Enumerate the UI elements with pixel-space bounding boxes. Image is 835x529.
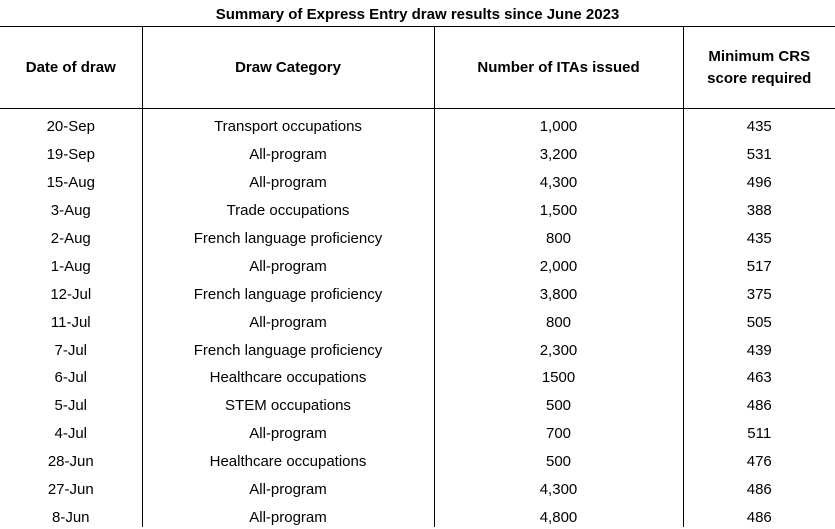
cell-crs: 511 [747,425,772,443]
cell-date: 7-Jul [0,332,142,360]
table-row [0,304,835,332]
cell-itas: 800 [434,220,683,248]
table-row [0,109,835,137]
draw-results-table [0,26,835,527]
cell-date: 19-Sep [0,136,142,164]
cell-category: Trade occupations [142,192,434,220]
cell-itas: 800 [434,304,683,332]
cell-date: 2-Aug [0,220,142,248]
cell-category: All-program [142,136,434,164]
cell-crs: 517 [746,257,772,275]
table-row [0,220,835,248]
cell-category: All-program [142,304,434,332]
cell-date: 1-Aug [0,248,142,276]
cell-crs: 531 [746,146,772,164]
cell-crs: 476 [746,453,772,471]
cell-date: 27-Jun [0,471,142,499]
cell-crs: 486 [746,480,772,498]
cell-category: French language proficiency [142,220,434,248]
header-itas: Number of ITAs issued [434,27,683,109]
cell-itas: 2,000 [434,248,683,276]
table-row [0,276,835,304]
cell-date: 12-Jul [0,276,142,304]
cell-crs: 388 [746,202,772,220]
cell-itas: 500 [434,443,683,471]
header-crs [683,27,835,109]
cell-crs: 463 [746,369,772,387]
cell-category: Transport occupations [142,109,434,137]
cell-itas: 500 [434,387,683,415]
cell-date: 15-Aug [0,164,142,192]
table-row [0,192,835,220]
cell-crs: 435 [746,118,772,136]
cell-category: All-program [142,471,434,499]
cell-category: French language proficiency [142,276,434,304]
table-row [0,164,835,192]
cell-itas: 4,300 [434,164,683,192]
cell-crs: 439 [746,341,772,359]
cell-date: 8-Jun [0,499,142,527]
table-row [0,360,835,388]
cell-date: 6-Jul [0,360,142,388]
header-category: Draw Category [142,27,434,109]
cell-itas: 1,500 [434,192,683,220]
table-title: Summary of Express Entry draw results since June 2023 [215,6,620,23]
table-row [0,332,835,360]
table-body [0,109,835,527]
cell-crs: 486 [746,508,772,526]
cell-date: 3-Aug [0,192,142,220]
cell-itas: 4,800 [434,499,683,527]
cell-itas: 3,800 [434,276,683,304]
table-row [0,415,835,443]
cell-date: 5-Jul [0,387,142,415]
cell-category: Healthcare occupations [142,443,434,471]
table-row [0,443,835,471]
cell-category: French language proficiency [142,332,434,360]
cell-crs: 496 [746,174,772,192]
cell-itas: 700 [434,415,683,443]
cell-crs: 375 [746,285,772,303]
header-date: Date of draw [0,27,142,109]
cell-category: All-program [142,248,434,276]
cell-itas: 4,300 [434,471,683,499]
table-row [0,136,835,164]
table-row [0,499,835,527]
cell-itas: 3,200 [434,136,683,164]
cell-category: All-program [142,499,434,527]
cell-category: All-program [142,415,434,443]
cell-category: Healthcare occupations [142,360,434,388]
cell-crs: 486 [746,397,772,415]
header-crs-line1: Minimum CRS [708,47,811,65]
cell-category: All-program [142,164,434,192]
cell-crs: 435 [746,229,772,247]
cell-category: STEM occupations [142,387,434,415]
table-row [0,471,835,499]
cell-date: 28-Jun [0,443,142,471]
header-row [0,27,835,109]
cell-date: 4-Jul [0,415,142,443]
table-row [0,387,835,415]
cell-date: 20-Sep [0,109,142,137]
cell-date: 11-Jul [0,304,142,332]
table-row [0,248,835,276]
cell-crs: 505 [746,313,772,331]
cell-itas: 1500 [434,360,683,388]
cell-itas: 2,300 [434,332,683,360]
header-crs-line2: score required [707,69,812,87]
cell-itas: 1,000 [434,109,683,137]
